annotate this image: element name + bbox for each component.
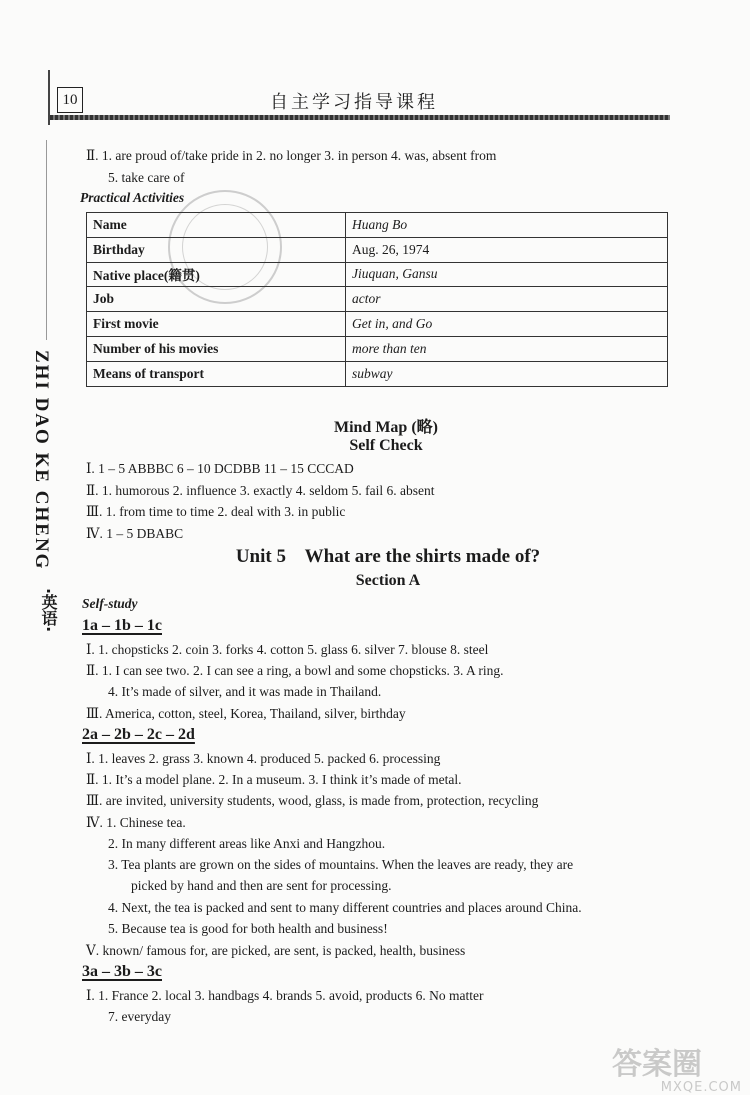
practical-heading: Practical Activities xyxy=(80,190,185,205)
table-row xyxy=(87,361,668,386)
table-row xyxy=(87,336,668,361)
table-value: actor xyxy=(346,287,668,312)
table-key: Native place(籍贯) xyxy=(87,262,346,287)
self-check-line-3: Ⅲ. 1. from time to time 2. deal with 3. in public xyxy=(86,504,346,519)
part-ii-line-1: Ⅱ. 1. are proud of/take pride in 2. no longer 3. in person 4. was, absent from xyxy=(86,148,497,163)
side-rule xyxy=(46,140,47,340)
part-2abcd-line-10: Ⅴ. known/ famous for, are picked, are sent, is packed, health, business xyxy=(86,943,466,958)
self-check-line-4: Ⅳ. 1 – 5 DBABC xyxy=(86,526,184,541)
table-key: Job xyxy=(87,287,346,312)
part-2abcd-line-5: 2. In many different areas like Anxi and Hangzhou. xyxy=(108,836,386,851)
table-key: Birthday xyxy=(87,237,346,262)
unit-title: Unit 5 What are the shirts made of? xyxy=(235,546,541,567)
self-check-heading: Self Check xyxy=(349,437,423,454)
watermark-url: MXQE.COM xyxy=(660,1080,742,1095)
mind-map-heading: Mind Map (略) xyxy=(333,419,438,436)
self-check-line-1: Ⅰ. 1 – 5 ABBBC 6 – 10 DCDBB 11 – 15 CCCAD xyxy=(86,461,354,476)
table-row xyxy=(87,312,668,337)
table-value: more than ten xyxy=(346,336,668,361)
part-1abc-line-1: Ⅰ. 1. chopsticks 2. coin 3. forks 4. cotton 5. glass 6. silver 7. blouse 8. steel xyxy=(86,642,489,657)
table-key: Name xyxy=(87,213,346,238)
part-2abcd-line-2: Ⅱ. 1. It’s a model plane. 2. In a museum. 3. I think it’s made of metal. xyxy=(86,772,462,787)
table-row xyxy=(87,237,668,262)
table-value: Jiuquan, Gansu xyxy=(346,262,668,287)
part-2abcd-line-3: Ⅲ. are invited, university students, wood, glass, is made from, protection, recycling xyxy=(86,793,539,808)
side-title: ZHI DAO KE CHENG xyxy=(31,350,52,571)
self-study-heading: Self-study xyxy=(82,596,138,611)
heading-3a-3b-3c: 3a – 3b – 3c xyxy=(82,963,162,980)
page-number: 10 xyxy=(57,87,83,113)
part-3abc-line-1: Ⅰ. 1. France 2. local 3. handbags 4. brands 5. avoid, products 6. No matter xyxy=(86,988,484,1003)
table-row xyxy=(87,287,668,312)
table-value: Huang Bo xyxy=(346,213,668,238)
header-rule xyxy=(50,115,670,120)
heading-1a-1b-1c: 1a – 1b – 1c xyxy=(82,617,162,634)
table-row xyxy=(87,213,668,238)
part-2abcd-line-1: Ⅰ. 1. leaves 2. grass 3. known 4. produced 5. packed 6. processing xyxy=(86,751,441,766)
heading-2a-2b-2c-2d: 2a – 2b – 2c – 2d xyxy=(82,726,195,743)
self-check-line-2: Ⅱ. 1. humorous 2. influence 3. exactly 4. seldom 5. fail 6. absent xyxy=(86,483,435,498)
part-2abcd-line-9: 5. Because tea is good for both health and business! xyxy=(108,921,388,936)
table-value: subway xyxy=(346,361,668,386)
part-1abc-line-3: 4. It’s made of silver, and it was made in Thailand. xyxy=(108,684,382,699)
table-key: First movie xyxy=(87,312,346,337)
table-value: Aug. 26, 1974 xyxy=(346,237,668,262)
part-3abc-line-2: 7. everyday xyxy=(108,1009,171,1024)
table-key: Number of his movies xyxy=(87,336,346,361)
watermark-text: 答案圈 xyxy=(612,1047,702,1082)
side-subject: ·英语· xyxy=(39,588,58,633)
part-2abcd-line-7: picked by hand and then are sent for processing. xyxy=(131,878,392,893)
part-1abc-line-2: Ⅱ. 1. I can see two. 2. I can see a ring, a bowl and some chopsticks. 3. A ring. xyxy=(86,663,504,678)
header-title: 自主学习指导课程 xyxy=(270,92,438,113)
part-2abcd-line-8: 4. Next, the tea is packed and sent to many different countries and places around China. xyxy=(108,900,582,915)
practical-table xyxy=(86,212,668,387)
table-row xyxy=(87,262,668,287)
table-key: Means of transport xyxy=(87,361,346,386)
part-ii-line-2: 5. take care of xyxy=(108,170,185,185)
part-1abc-line-4: Ⅲ. America, cotton, steel, Korea, Thailand, silver, birthday xyxy=(86,706,406,721)
watermark-logo xyxy=(612,1047,742,1095)
part-2abcd-line-6: 3. Tea plants are grown on the sides of mountains. When the leaves are ready, they are xyxy=(108,857,574,872)
part-2abcd-line-4: Ⅳ. 1. Chinese tea. xyxy=(86,815,186,830)
table-value: Get in, and Go xyxy=(346,312,668,337)
section-heading: Section A xyxy=(355,572,421,589)
